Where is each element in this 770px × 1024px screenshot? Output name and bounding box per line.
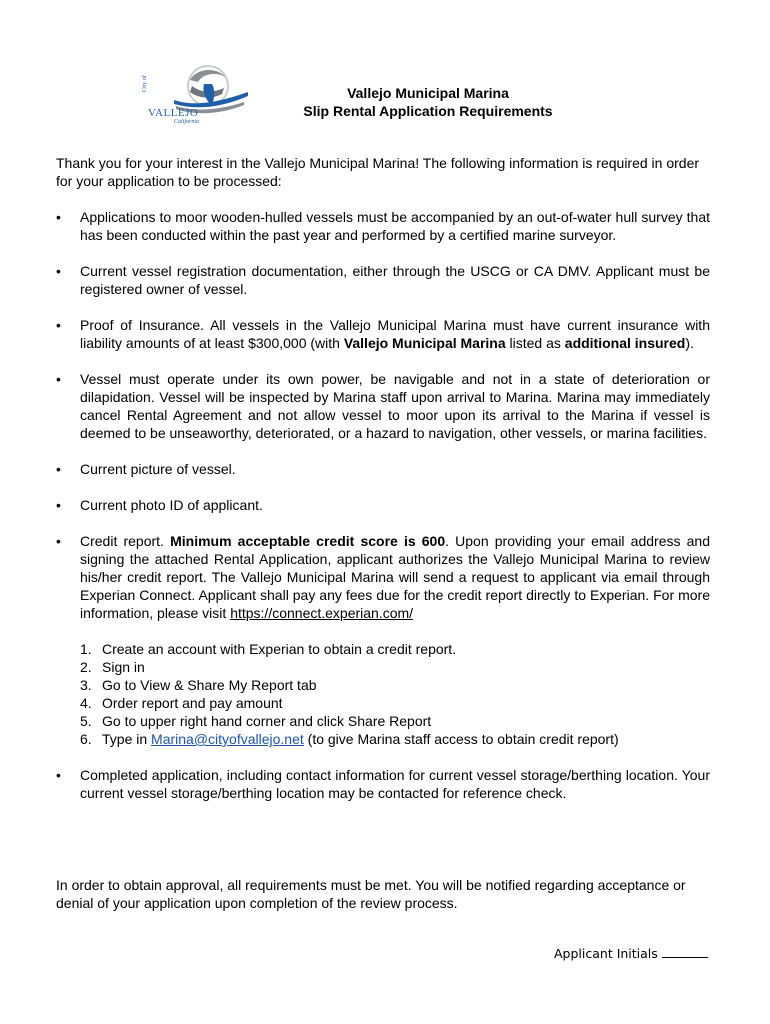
step-item xyxy=(80,640,710,658)
insurance-text-1: Proof of Insurance. All vessels in the Vallejo Municipal Marina must have current insurance with liability amounts of at least $300,000 (with xyxy=(80,317,710,351)
requirement-completed-application: • Completed application, including contact information for current vessel storage/berthing location. Your current vessel storage/berthing location may be contacted for reference check. xyxy=(56,766,710,802)
insurance-text-3: ). xyxy=(685,335,694,351)
insurance-text-2: listed as xyxy=(505,335,565,351)
requirement-photo-id: • Current photo ID of applicant. xyxy=(56,496,710,514)
step-item xyxy=(80,712,710,730)
step-item xyxy=(80,694,710,712)
step-text-suffix: (to give Marina staff access to obtain credit report) xyxy=(303,731,619,747)
requirement-vessel-condition: • Vessel must operate under its own power, be navigable and not in a state of deterioration or dilapidation. Vessel will be inspected by Marina staff upon arrival to Marina. Marina may immediately cancel Rental Agreement and not allow vessel to moor upon its arrival to the Marina if vessel is deemed to be unseaworthy, deteriorated, or a hazard to navigation, other vessels, or marina facilities. xyxy=(56,370,710,442)
step-text: Create an account with Experian to obtain a credit report. xyxy=(102,641,457,657)
initials-field[interactable] xyxy=(662,946,708,958)
step-item xyxy=(80,658,710,676)
logo-city-of-text: City of xyxy=(142,75,148,92)
requirements-list xyxy=(56,208,710,802)
step-number: 5. xyxy=(80,713,92,729)
step-text: Go to upper right hand corner and click Share Report xyxy=(102,713,432,729)
credit-min-score: Minimum acceptable credit score is 600 xyxy=(170,533,446,549)
marina-email-link[interactable]: Marina@cityofvallejo.net xyxy=(151,731,304,747)
step-number: 2. xyxy=(80,659,92,675)
requirement-registration: • Current vessel registration documentation, either through the USCG or CA DMV. Applicant must be registered owner of vessel. xyxy=(56,262,710,298)
step-text: Go to View & Share My Report tab xyxy=(102,677,317,693)
experian-link[interactable]: https://connect.experian.com/ xyxy=(230,605,414,621)
insurance-bold-marina: Vallejo Municipal Marina xyxy=(343,335,506,351)
initials-label: Applicant Initials xyxy=(554,946,658,961)
requirement-hull-survey: • Applications to moor wooden-hulled vessels must be accompanied by an out-of-water hull survey that has been conducted within the past year and performed by a certified marine surveyor. xyxy=(56,208,710,244)
logo-california-text: California xyxy=(174,119,200,125)
credit-text-2: . Upon providing your email address and signing the attached Rental Application, applicant authorizes the Vallejo Municipal Marina to review his/her credit report. The Vallejo Municipal Marina will send a request to applicant via email through Experian Connect. Applicant shall pay any fees due for the credit report directly to Experian. For more information, please visit xyxy=(80,533,710,621)
city-of-vallejo-logo xyxy=(140,62,252,130)
step-item xyxy=(80,676,710,694)
step-number: 4. xyxy=(80,695,92,711)
title-line-1: Vallejo Municipal Marina xyxy=(347,85,509,101)
logo-vallejo-text: VALLEJO xyxy=(148,107,199,119)
step-item xyxy=(80,730,710,748)
requirement-credit-report xyxy=(56,532,710,748)
step-number: 6. xyxy=(80,731,92,747)
closing-paragraph: In order to obtain approval, all requirements must be met. You will be notified regarding acceptance or denial of your application upon completion of the review process. xyxy=(56,877,686,911)
insurance-bold-additional-insured: additional insured xyxy=(564,335,686,351)
credit-report-steps xyxy=(80,640,710,748)
step-text: Order report and pay amount xyxy=(102,695,283,711)
requirement-vessel-picture: • Current picture of vessel. xyxy=(56,460,710,478)
requirement-insurance xyxy=(56,316,710,352)
step-number: 1. xyxy=(80,641,92,657)
step-number: 3. xyxy=(80,677,92,693)
intro-paragraph: Thank you for your interest in the Vallejo Municipal Marina! The following information is required in order for your application to be processed: xyxy=(56,155,700,189)
document-title xyxy=(240,84,616,120)
title-line-2: Slip Rental Application Requirements xyxy=(303,103,553,119)
credit-text-1: Credit report. xyxy=(80,533,171,549)
applicant-initials xyxy=(554,946,708,961)
step-text: Sign in xyxy=(102,659,145,675)
step-text: Type in xyxy=(102,731,152,747)
